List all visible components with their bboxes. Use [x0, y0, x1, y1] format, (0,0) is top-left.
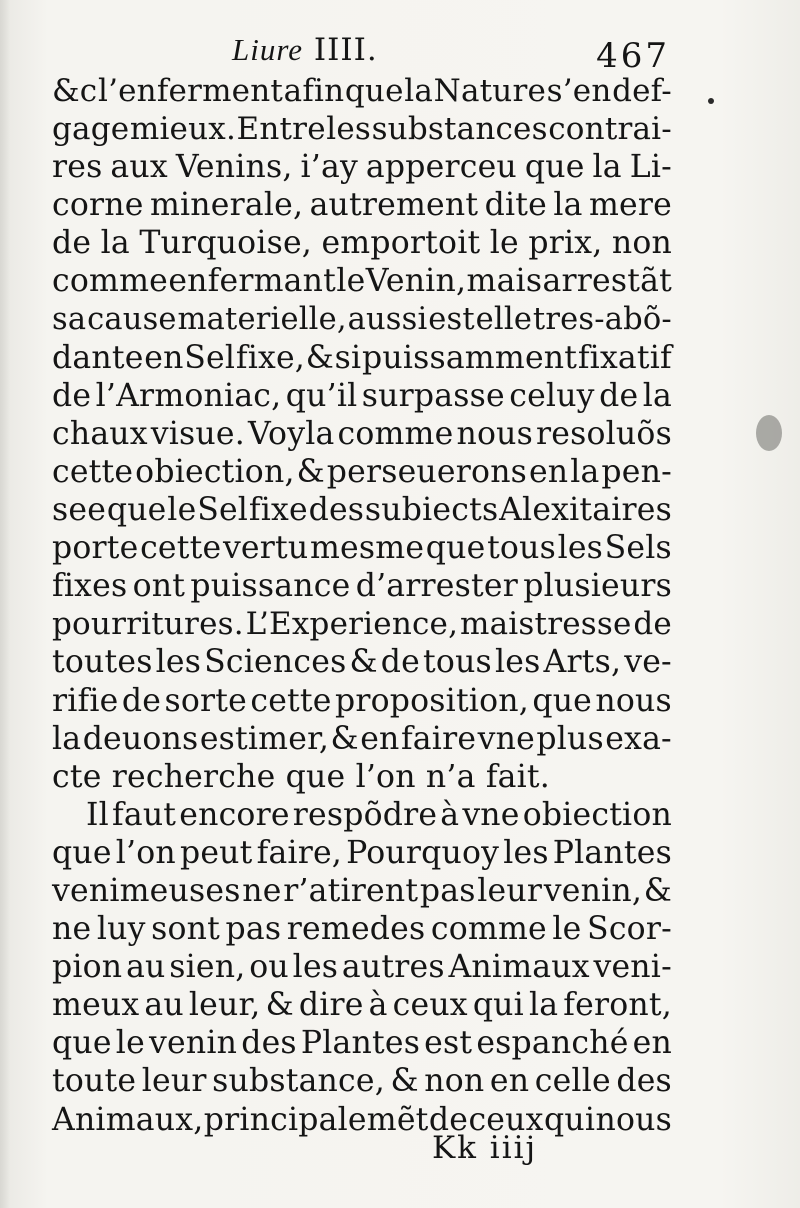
text-line: porte cette vertu mesme que tous les Sels	[52, 530, 672, 567]
text-line: ne luy sont pas remedes comme le Scor-	[52, 911, 672, 948]
text-line: toutes les Sciences & de tous les Arts, ve-	[52, 644, 672, 681]
text-line: cette obiection, & perseuerons en la pen-	[52, 453, 672, 490]
page-gutter-shadow	[0, 0, 10, 1208]
text-line: pourritures. L’Experience, maistresse de	[52, 606, 672, 643]
text-line: de l’Armoniac, qu’il surpasse celuy de la	[52, 377, 672, 414]
text-line: la deuons estimer, & en faire vne plus exa-	[52, 720, 672, 757]
text-line: corne minerale, autrement dite la mere	[52, 187, 672, 224]
text-line: gage mieux. Entre les substances contrai-	[52, 111, 672, 148]
stain-mark	[756, 415, 782, 451]
running-head-title-italic: Liure	[232, 32, 304, 67]
text-line: dante en Sel fixe, & si puissamment fixatif	[52, 339, 672, 376]
ink-speck	[708, 98, 714, 104]
body-text	[52, 72, 672, 1139]
gathering-signature: Kk iiij	[432, 1130, 538, 1166]
text-line: Animaux, principalemẽt de ceux qui nous	[52, 1101, 672, 1138]
text-line: comme enfermant le Venin, mais arrestãt	[52, 263, 672, 300]
text-line: toute leur substance, & non en celle des	[52, 1063, 672, 1100]
text-line: sa cause materielle, aussi est elle tres-abõ-	[52, 301, 672, 337]
text-line: Il faut encore respõdre à vne obiection	[86, 796, 672, 833]
text-line: que l’on peut faire, Pourquoy les Plantes	[52, 834, 672, 871]
text-line: res aux Venins, i’ay apperceu que la Li-	[52, 149, 672, 186]
running-head	[60, 28, 670, 78]
signature-row	[52, 1130, 672, 1170]
text-line: cte recherche que l’on n’a fait.	[52, 758, 551, 795]
page-number: 467	[596, 36, 670, 76]
text-line: pion au sien, ou les autres Animaux veni-	[52, 949, 672, 986]
running-head-title	[232, 32, 378, 68]
text-line: chaux visue. Voyla comme nous resoluõs	[52, 415, 672, 452]
text-line: rifie de sorte cette proposition, que nous	[52, 682, 672, 719]
text-line: venimeuses ne r’atirent pas leur venin, &	[52, 872, 672, 909]
text-line: &c l’enferment afin que la Nature s’en def-	[52, 73, 672, 109]
text-line: meux au leur, & dire à ceux qui la feront,	[52, 987, 672, 1024]
text-line: de la Turquoise, emportoit le prix, non	[52, 225, 672, 262]
text-line: que le venin des Plantes est espanché en	[52, 1025, 672, 1062]
text-line: fixes ont puissance d’arrester plusieurs	[52, 568, 672, 605]
running-head-book-number: IIII.	[313, 32, 378, 68]
text-line: see que le Sel fixe des subiects Alexitaires	[52, 492, 672, 529]
